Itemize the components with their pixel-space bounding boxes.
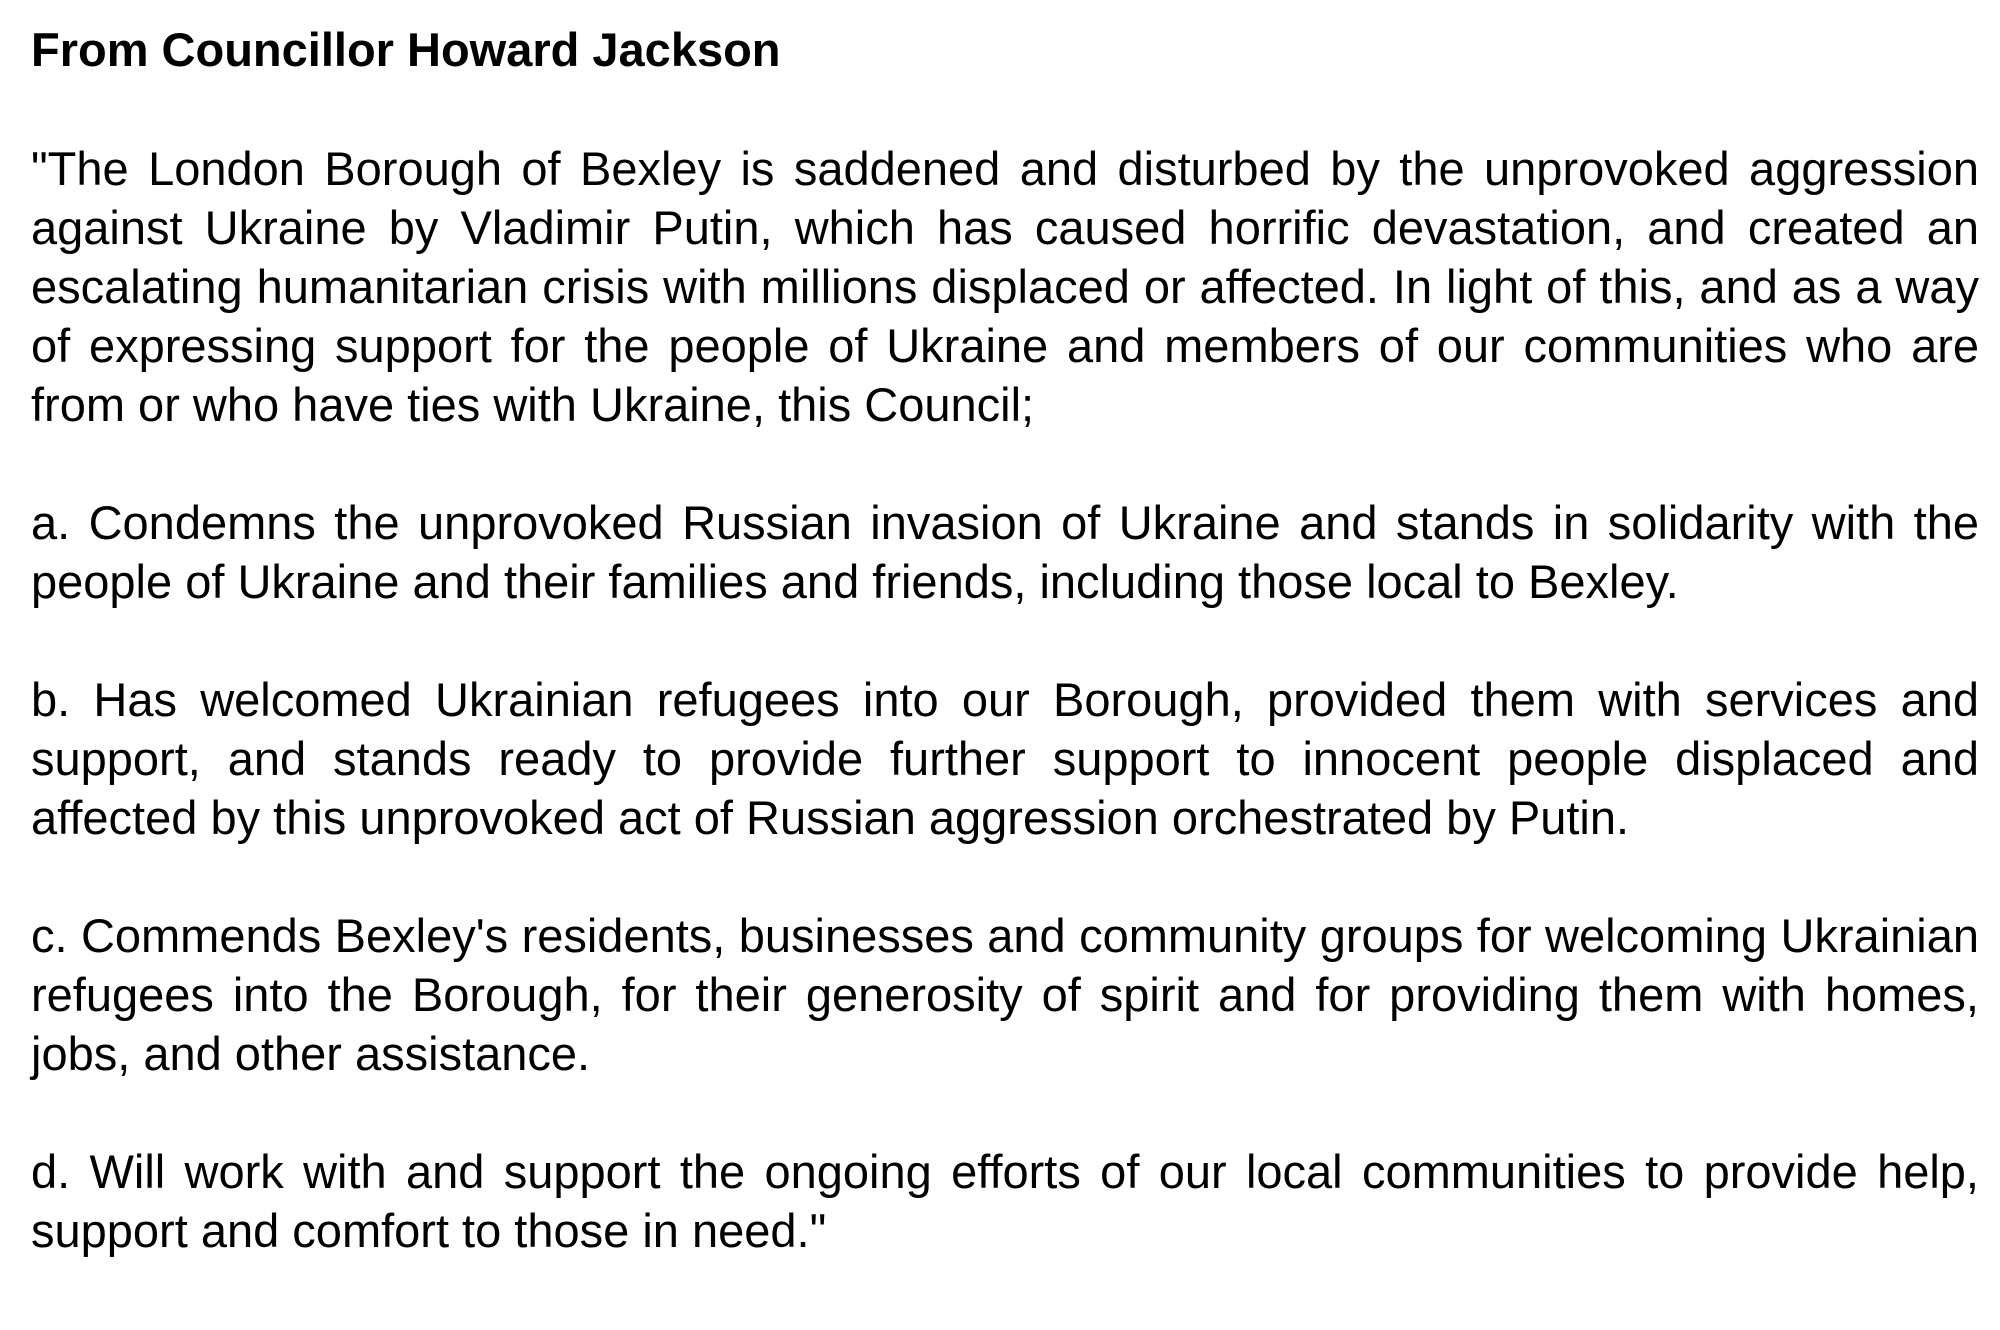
resolution-item-d: d. Will work with and support the ongoing efforts of our local communities to provide help, support and comfort to those in need." [31, 1145, 1979, 1257]
resolution-item-c: c. Commends Bexley's residents, businesses and community groups for welcoming Ukrainian refugees into the Borough, for their generosity of spirit and for providing them with homes, jobs, and other assistance. [31, 909, 1979, 1080]
motion-document [31, 20, 1979, 1319]
resolution-item-a: a. Condemns the unprovoked Russian invasion of Ukraine and stands in solidarity with the people of Ukraine and their families and friends, including those local to Bexley. [31, 496, 1979, 608]
intro-paragraph: "The London Borough of Bexley is saddened and disturbed by the unprovoked aggression against Ukraine by Vladimir Putin, which has caused horrific devastation, and created an escalating humanitarian crisis with millions displaced or affected. In light of this, and as a way of expressing support for the people of Ukraine and members of our communities who are from or who have ties with Ukraine, this Council; [31, 142, 1979, 431]
document-heading: From Councillor Howard Jackson [31, 23, 781, 76]
resolution-item-b: b. Has welcomed Ukrainian refugees into our Borough, provided them with services and support, and stands ready to provide further support to innocent people displaced and affected by this unprovoked act of Russian aggression orchestrated by Putin. [31, 673, 1979, 844]
